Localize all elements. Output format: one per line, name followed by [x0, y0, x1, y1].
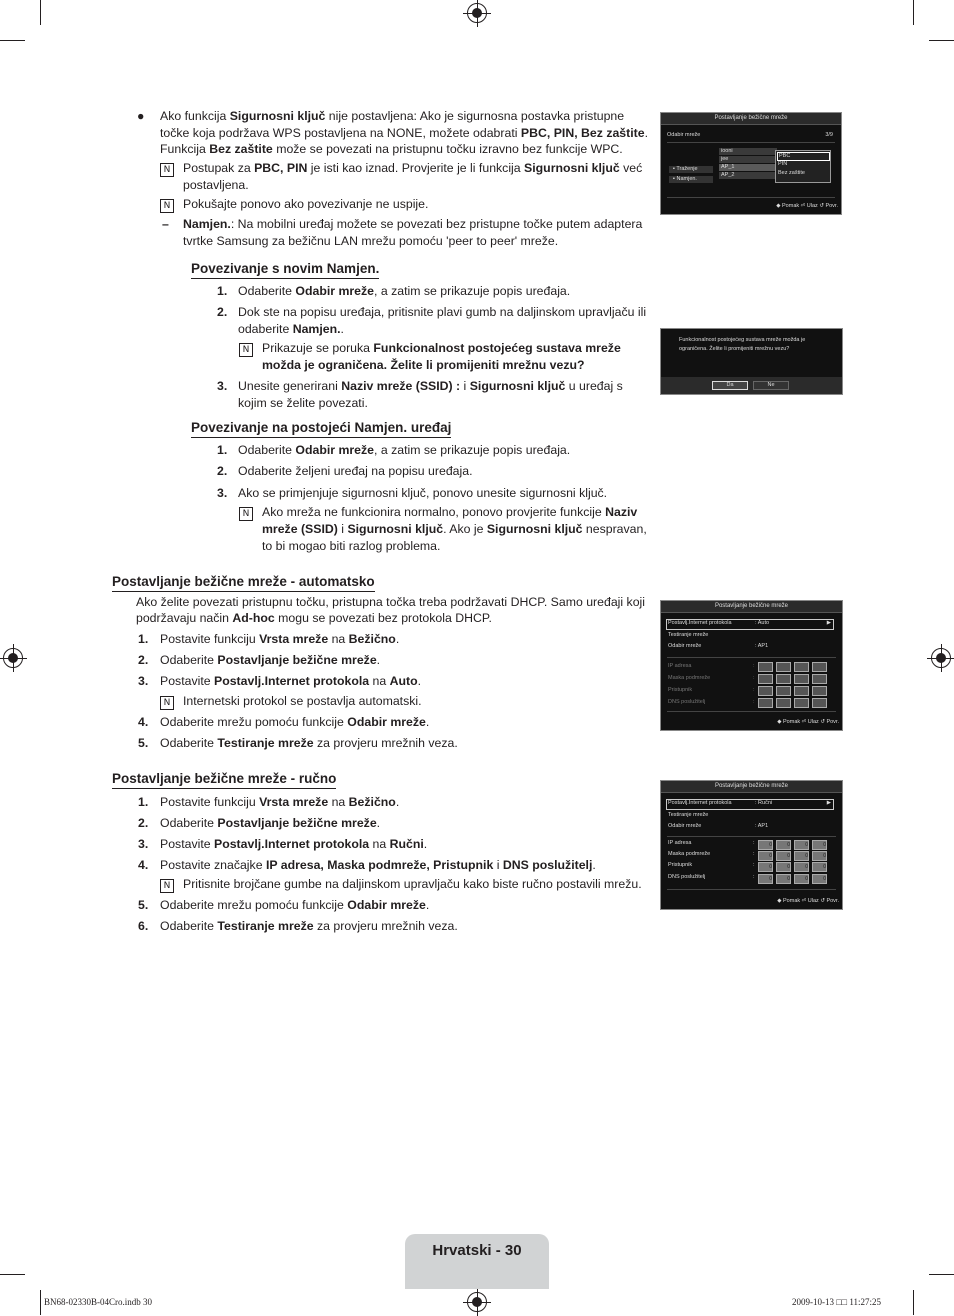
crop-mark: [40, 1290, 41, 1315]
network-select-row[interactable]: Odabir mreže : AP1: [668, 823, 769, 829]
registration-mark-icon: [3, 648, 23, 668]
ip-field[interactable]: 0: [776, 840, 791, 850]
ip-protocol-row[interactable]: Postavlj.Internet protokola : Ručni ▶: [666, 799, 834, 810]
adhoc-icon: ▪: [673, 176, 677, 182]
network-select-row[interactable]: Odabir mreže : AP1: [668, 643, 769, 649]
arrow-right-icon: ▶: [826, 800, 831, 806]
note-icon: N: [239, 343, 253, 357]
section-title: Postavljanje bežične mreže - ručno: [112, 770, 336, 789]
registration-mark-icon: [931, 648, 951, 668]
section-title: Povezivanje s novim Namjen.: [191, 260, 379, 279]
crop-mark: [929, 1274, 954, 1275]
dns-field[interactable]: 0: [776, 874, 791, 884]
note-icon: N: [160, 199, 174, 213]
osd-wireless-auto-screen: Postavljanje bežične mreže Postavlj.Internet protokola : Auto ▶ Testiranje mreže Odabir mreže : AP1 IP adresa : Maska podmreže : Pristupnik : DNS poslužitelj : ◆ Pomak ⏎ Ulaz ↺ Povr.: [660, 600, 843, 731]
dns-field[interactable]: 0: [794, 874, 809, 884]
bullet-dot-icon: ●: [137, 109, 145, 123]
ip-field[interactable]: 0: [812, 840, 827, 850]
registration-mark-icon: [467, 3, 487, 23]
page-number: Hrvatski - 30: [432, 1242, 522, 1259]
note-icon: N: [160, 879, 174, 893]
subnet-field[interactable]: 0: [812, 851, 827, 861]
section-title: Povezivanje na postojeći Namjen. uređaj: [191, 419, 451, 438]
subnet-field[interactable]: 0: [758, 851, 773, 861]
osd-confirm-dialog: Funkcionalnost postojećeg sustava mreže možda je ograničena. Želite li promijeniti mrežnu vezu? Da Ne: [660, 328, 843, 395]
subnet-field[interactable]: 0: [794, 851, 809, 861]
ip-field[interactable]: 0: [794, 840, 809, 850]
crop-mark: [929, 40, 954, 41]
subnet-field[interactable]: 0: [776, 851, 791, 861]
search-icon: ▪: [673, 166, 677, 172]
gateway-field[interactable]: 0: [794, 862, 809, 872]
no-button[interactable]: Ne: [753, 381, 789, 390]
dns-field[interactable]: 0: [758, 874, 773, 884]
network-test-row[interactable]: Testiranje mreže: [668, 632, 709, 638]
note-icon: N: [160, 696, 174, 710]
registration-mark-icon: [467, 1292, 487, 1312]
dns-field[interactable]: 0: [812, 874, 827, 884]
file-name: BN68-02330B-04Cro.indb 30: [44, 1297, 152, 1307]
crop-mark: [913, 0, 914, 25]
pin-option[interactable]: PIN: [778, 161, 788, 167]
gateway-field[interactable]: 0: [812, 862, 827, 872]
osd-network-select-screen: Postavljanje bežične mreže Odabir mreže 3/9 ▪ Traženje ▪ Namjen. iooni jee AP_1 AP_2 PBC PIN Bez zaštite ◆ Pomak ⏎ Ulaz ↺ Povr.: [660, 112, 842, 215]
note-icon: N: [160, 163, 174, 177]
crop-mark: [913, 1290, 914, 1315]
crop-mark: [0, 40, 25, 41]
no-security-option[interactable]: Bez zaštite: [778, 170, 805, 176]
print-date: 2009-10-13 □□ 11:27:25: [792, 1297, 882, 1307]
ip-protocol-row[interactable]: Postavlj.Internet protokola : Auto ▶: [666, 619, 834, 630]
gateway-field[interactable]: 0: [758, 862, 773, 872]
section-title: Postavljanje bežične mreže - automatsko: [112, 573, 375, 592]
arrow-right-icon: ▶: [826, 620, 831, 626]
note-icon: N: [239, 507, 253, 521]
adhoc-option[interactable]: ▪ Namjen.: [669, 176, 713, 183]
pbc-option[interactable]: PBC: [777, 152, 830, 161]
crop-mark: [40, 0, 41, 25]
search-option[interactable]: ▪ Traženje: [669, 166, 713, 173]
gateway-field[interactable]: 0: [776, 862, 791, 872]
osd-wireless-manual-screen: Postavljanje bežične mreže Postavlj.Internet protokola : Ručni ▶ Testiranje mreže Odabir mreže : AP1 IP adresa : Maska podmreže : Pristupnik : DNS poslužitelj : 0 0 0 0 0 0 0 0 0 0 0 0 0 0 0 0 ◆ Pomak ⏎ Ulaz ↺ Povr.: [660, 780, 843, 910]
network-test-row[interactable]: Testiranje mreže: [668, 812, 709, 818]
ip-field[interactable]: 0: [758, 840, 773, 850]
yes-button[interactable]: Da: [712, 381, 748, 390]
crop-mark: [0, 1274, 25, 1275]
